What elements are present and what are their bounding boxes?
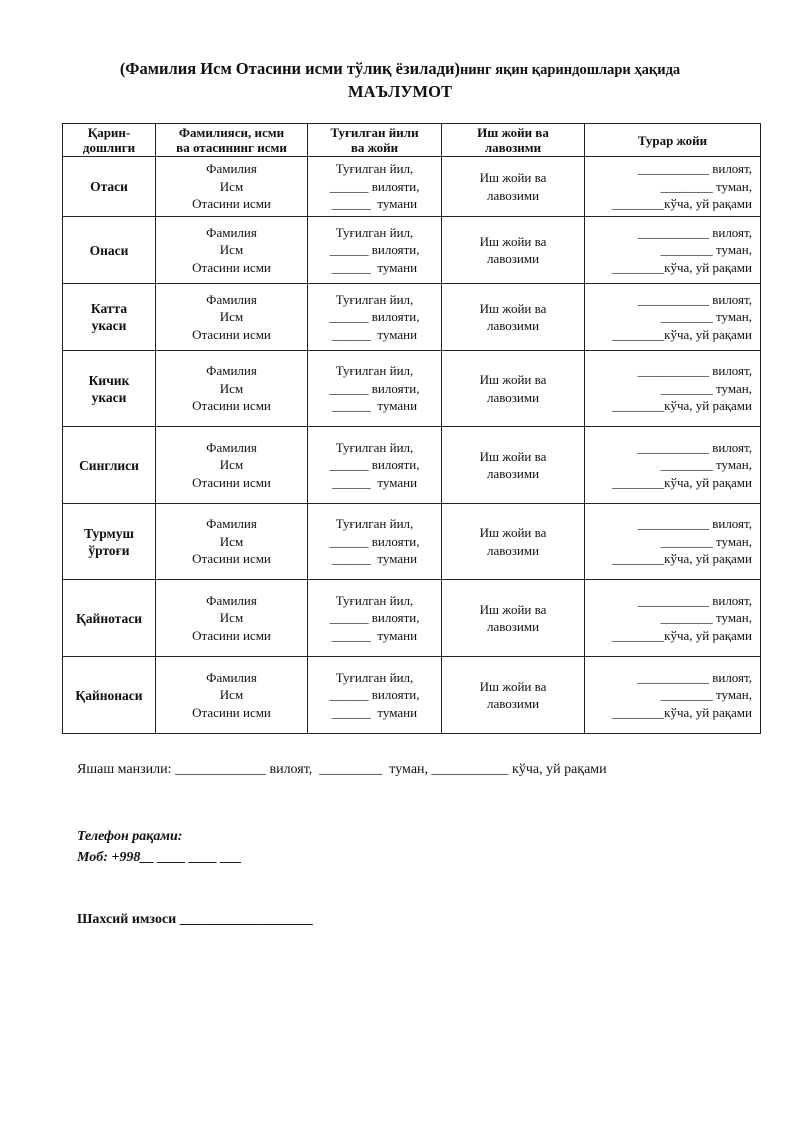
birth-cell-line: ______ тумани xyxy=(331,326,418,342)
work-cell-line: лавозими xyxy=(486,251,540,266)
work-cell-line: Иш жойи ва xyxy=(479,233,547,249)
title-topic: нинг яқин қариндошлари ҳақида xyxy=(459,62,681,78)
address-cell-line: ___________ вилоят, xyxy=(637,161,752,177)
name-cell-line: Фамилия xyxy=(206,161,257,177)
birth-cell-line: Туғилган йил, xyxy=(335,363,414,379)
relation-cell-line: Қайнотаси xyxy=(76,610,142,626)
header-line: Иш жойи ва xyxy=(477,125,549,140)
birth-cell-line: Туғилган йил, xyxy=(335,224,414,240)
header-birth xyxy=(308,124,442,157)
table-row xyxy=(63,217,761,284)
birth-cell-line: ______ вилояти, xyxy=(329,242,420,258)
address-cell-line: ___________ вилоят, xyxy=(637,516,752,532)
header-full-name xyxy=(156,124,308,157)
relation-cell-line: Кичик xyxy=(88,372,130,388)
birth-cell[interactable] xyxy=(308,217,442,284)
name-cell-line: Фамилия xyxy=(206,592,257,608)
birth-cell-line: ______ вилояти, xyxy=(329,610,420,626)
work-cell-line: лавозими xyxy=(486,187,540,203)
birth-cell[interactable] xyxy=(308,580,442,657)
address-cell-line: ___________ вилоят, xyxy=(637,363,752,379)
header-line: лавозими xyxy=(484,140,542,155)
header-line: Туғилган йили xyxy=(330,125,419,140)
table-row xyxy=(63,580,761,657)
address-cell-line: ________кўча, уй рақами xyxy=(612,704,752,720)
name-cell-line: Отасини исми xyxy=(192,259,271,275)
address-cell-line: ________кўча, уй рақами xyxy=(612,551,752,567)
name-cell-line: Фамилия xyxy=(206,291,257,307)
work-cell-line: Иш жойи ва xyxy=(479,372,547,387)
work-cell-line: Иш жойи ва xyxy=(479,525,547,540)
birth-cell-line: ______ тумани xyxy=(331,196,418,212)
phone-field[interactable]: Моб: +998__ ____ ____ ___ xyxy=(77,850,242,865)
header-line: ва жойи xyxy=(350,140,399,155)
work-cell-line: лавозими xyxy=(486,619,540,634)
relation-cell-line: Онаси xyxy=(89,242,129,258)
birth-cell-line: ______ вилояти, xyxy=(329,687,420,703)
table-row xyxy=(63,504,761,580)
work-cell[interactable] xyxy=(442,657,585,734)
header-line: Фамилияси, исми xyxy=(178,125,285,140)
address-cell-line: ________ туман, xyxy=(660,610,752,626)
work-cell-line: лавозими xyxy=(486,318,540,333)
address-cell-line: ___________ вилоят, xyxy=(637,439,752,455)
birth-cell-line: ______ вилояти, xyxy=(329,457,420,473)
address-cell-line: ________ туман, xyxy=(660,380,752,396)
relation-cell-line: Катта xyxy=(90,301,128,316)
table-row xyxy=(63,284,761,351)
address-cell-line: ________кўча, уй рақами xyxy=(612,326,752,342)
name-cell-line: Фамилия xyxy=(206,439,257,455)
address-cell-line: ________кўча, уй рақами xyxy=(612,627,752,643)
work-cell[interactable] xyxy=(442,580,585,657)
title-line-2: МАЪЛУМОТ xyxy=(348,82,452,101)
birth-cell-line: ______ тумани xyxy=(331,259,418,275)
birth-cell-line: Туғилган йил, xyxy=(335,592,414,608)
birth-cell-line: ______ вилояти, xyxy=(329,309,420,325)
birth-cell-line: ______ тумани xyxy=(331,474,418,490)
table-body xyxy=(63,157,761,734)
birth-cell[interactable] xyxy=(308,351,442,427)
birth-cell-line: Туғилган йил, xyxy=(335,161,414,177)
work-cell[interactable] xyxy=(442,427,585,504)
title-subject: (Фамилия Исм Отасини исми тўлиқ ёзилади) xyxy=(119,59,460,78)
birth-cell-line: Туғилган йил, xyxy=(335,439,414,455)
address-cell-line: ________кўча, уй рақами xyxy=(612,398,752,414)
relation-cell-line: Отаси xyxy=(90,179,128,194)
relation-cell xyxy=(63,284,156,351)
name-cell-line: Отасини исми xyxy=(192,474,271,490)
birth-cell-line: ______ вилояти, xyxy=(329,533,420,549)
relation-cell xyxy=(63,504,156,580)
signature-line[interactable]: Шахсий имзоси ___________________ xyxy=(77,912,313,927)
name-cell-line: Фамилия xyxy=(206,224,257,240)
phone-block xyxy=(77,826,242,868)
address-cell-line: ___________ вилоят, xyxy=(637,592,752,608)
work-cell[interactable] xyxy=(442,351,585,427)
birth-cell-line: ______ вилояти, xyxy=(329,178,420,194)
name-cell[interactable] xyxy=(156,427,308,504)
name-cell[interactable] xyxy=(156,217,308,284)
birth-cell-line: ______ тумани xyxy=(331,398,418,414)
work-cell-line: лавозими xyxy=(486,542,540,558)
work-cell-line: лавозими xyxy=(486,389,540,405)
work-cell-line: лавозими xyxy=(486,466,540,481)
title-line-1 xyxy=(0,58,800,81)
relation-cell xyxy=(63,427,156,504)
relation-cell xyxy=(63,157,156,217)
name-cell[interactable] xyxy=(156,657,308,734)
address-cell[interactable] xyxy=(585,217,761,284)
address-cell[interactable] xyxy=(585,284,761,351)
address-cell-line: ___________ вилоят, xyxy=(637,224,752,240)
address-cell-line: ___________ вилоят, xyxy=(637,291,752,307)
work-cell-line: Иш жойи ва xyxy=(479,300,547,316)
address-cell[interactable] xyxy=(585,351,761,427)
address-cell[interactable] xyxy=(585,157,761,217)
header-line: Қарин- xyxy=(87,125,131,140)
birth-cell-line: ______ тумани xyxy=(331,551,418,567)
name-cell-line: Фамилия xyxy=(206,516,257,532)
relation-cell-line: Турмуш xyxy=(84,525,134,541)
name-cell-line: Исм xyxy=(219,380,244,396)
birth-cell-line: ______ вилояти, xyxy=(329,380,420,396)
address-cell[interactable] xyxy=(585,504,761,580)
birth-cell-line: Туғилган йил, xyxy=(335,669,414,685)
address-cell-line: ________ туман, xyxy=(660,309,752,325)
address-cell-line: ________ туман, xyxy=(660,242,752,258)
name-cell-line: Отасини исми xyxy=(192,398,271,414)
name-cell-line: Фамилия xyxy=(206,669,257,685)
relation-cell xyxy=(63,580,156,657)
table-row xyxy=(63,657,761,734)
work-cell[interactable] xyxy=(442,504,585,580)
header-line: дошлиги xyxy=(82,140,136,155)
work-cell-line: Иш жойи ва xyxy=(479,448,547,464)
name-cell-line: Исм xyxy=(219,309,244,325)
table-header-row xyxy=(63,124,761,157)
birth-cell-line: ______ тумани xyxy=(331,627,418,643)
document-title xyxy=(0,58,800,103)
relation-cell-line: ўртоғи xyxy=(88,542,130,558)
work-cell-line: Иш жойи ва xyxy=(479,601,547,617)
relation-cell-line: укаси xyxy=(91,318,127,333)
name-cell-line: Исм xyxy=(219,533,244,549)
address-cell-line: ________ туман, xyxy=(660,457,752,473)
name-cell-line: Исм xyxy=(219,610,244,626)
header-line: ва отасининг исми xyxy=(176,140,287,155)
address-cell-line: ________ туман, xyxy=(660,687,752,703)
relation-cell xyxy=(63,657,156,734)
birth-cell[interactable] xyxy=(308,427,442,504)
address-cell-line: ________кўча, уй рақами xyxy=(612,259,752,275)
address-cell-line: ________кўча, уй рақами xyxy=(612,474,752,490)
work-cell[interactable] xyxy=(442,284,585,351)
relation-cell-line: укаси xyxy=(91,389,127,405)
address-cell[interactable] xyxy=(585,427,761,504)
living-address-line[interactable]: Яшаш манзили: _____________ вилоят, _________ туман, ___________ кўча, уй рақами xyxy=(77,762,607,777)
address-cell[interactable] xyxy=(585,580,761,657)
relation-cell xyxy=(63,351,156,427)
relation-cell-line: Синглиси xyxy=(79,457,139,473)
relatives-table xyxy=(62,123,761,734)
header-line: Турар жойи xyxy=(637,132,708,148)
birth-cell[interactable] xyxy=(308,157,442,217)
name-cell-line: Отасини исми xyxy=(192,326,271,342)
table-row xyxy=(63,157,761,217)
table-row xyxy=(63,351,761,427)
name-cell[interactable] xyxy=(156,157,308,217)
work-cell-line: Иш жойи ва xyxy=(479,678,547,694)
name-cell[interactable] xyxy=(156,284,308,351)
header-address xyxy=(585,124,761,157)
birth-cell-line: Туғилган йил, xyxy=(335,291,414,307)
address-cell-line: ________ туман, xyxy=(660,178,752,194)
relation-cell xyxy=(63,217,156,284)
address-cell-line: ________кўча, уй рақами xyxy=(612,196,752,212)
name-cell-line: Исм xyxy=(219,457,244,473)
address-cell-line: ___________ вилоят, xyxy=(637,669,752,685)
relation-cell-line: Қайнонаси xyxy=(75,687,143,703)
work-cell-line: лавозими xyxy=(486,696,540,711)
header-work xyxy=(442,124,585,157)
phone-label: Телефон рақами: xyxy=(77,829,183,844)
name-cell-line: Отасини исми xyxy=(192,627,271,643)
name-cell-line: Отасини исми xyxy=(192,196,271,212)
birth-cell-line: ______ тумани xyxy=(331,704,418,720)
name-cell-line: Отасини исми xyxy=(192,551,271,567)
header-relation xyxy=(63,124,156,157)
address-cell-line: ________ туман, xyxy=(660,533,752,549)
name-cell[interactable] xyxy=(156,351,308,427)
name-cell-line: Фамилия xyxy=(206,363,257,379)
work-cell[interactable] xyxy=(442,157,585,217)
birth-cell-line: Туғилган йил, xyxy=(335,516,414,532)
work-cell[interactable] xyxy=(442,217,585,284)
birth-cell[interactable] xyxy=(308,657,442,734)
name-cell-line: Исм xyxy=(219,178,244,194)
work-cell-line: Иш жойи ва xyxy=(479,170,547,185)
table-row xyxy=(63,427,761,504)
birth-cell[interactable] xyxy=(308,504,442,580)
address-cell[interactable] xyxy=(585,657,761,734)
name-cell-line: Отасини исми xyxy=(192,704,271,720)
name-cell-line: Исм xyxy=(219,242,244,258)
name-cell[interactable] xyxy=(156,580,308,657)
name-cell-line: Исм xyxy=(219,687,244,703)
birth-cell[interactable] xyxy=(308,284,442,351)
name-cell[interactable] xyxy=(156,504,308,580)
